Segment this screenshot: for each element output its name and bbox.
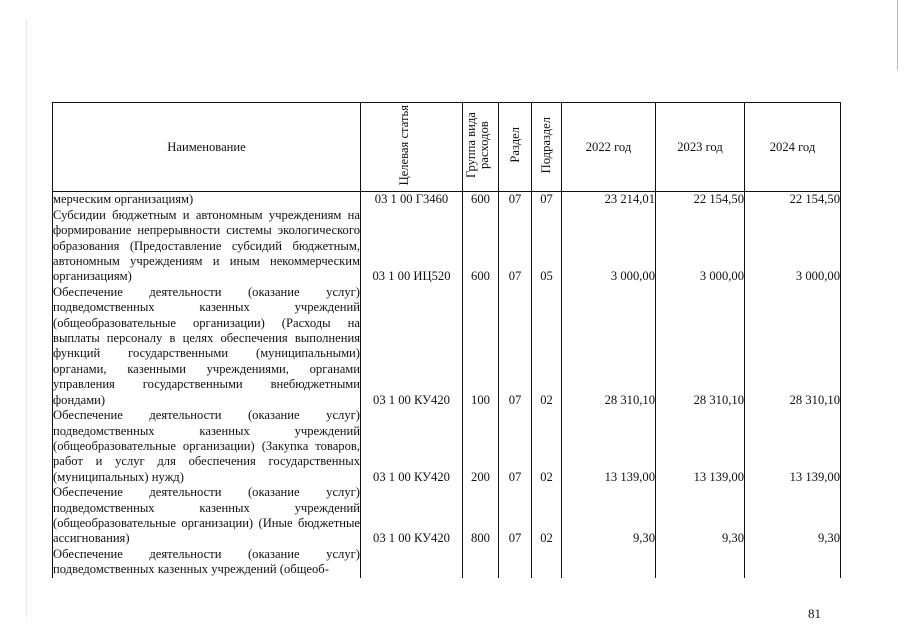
row-amount-2023: 9,30 (656, 485, 745, 547)
row-amount-2023: 3 000,00 (656, 208, 745, 285)
table-row (53, 408, 841, 485)
row-amount-2024: 9,30 (745, 485, 841, 547)
row-subsection: 07 (532, 192, 562, 208)
row-section: 07 (499, 485, 532, 547)
row-subsection (532, 547, 562, 578)
row-amount-2024: 3 000,00 (745, 208, 841, 285)
row-amount-2022 (562, 547, 656, 578)
header-target-article: Целевая статья (361, 103, 463, 192)
table-header-row (53, 103, 841, 192)
row-target (361, 547, 463, 578)
row-amount-2022: 13 139,00 (562, 408, 656, 485)
scan-edge-left (26, 20, 28, 620)
table-row (53, 547, 841, 578)
row-amount-2023: 28 310,10 (656, 285, 745, 408)
row-target: 03 1 00 КУ420 (361, 485, 463, 547)
row-name: Обеспечение деятельности (оказание услуг) подведомственных казенных учреждений (общеобразовательные организации) (Расходы на выплаты персоналу в целях обеспечения выполнения функций государственными (муниципальными) органами, казенными учреждениями, органами управления государственными внебюджетными фондами) (53, 284, 360, 407)
row-amount-2024: 13 139,00 (745, 408, 841, 485)
row-subsection: 02 (532, 408, 562, 485)
row-section: 07 (499, 285, 532, 408)
budget-table (52, 102, 841, 578)
row-subsection: 05 (532, 208, 562, 285)
row-section: 07 (499, 208, 532, 285)
row-target: 03 1 00 Г3460 (361, 192, 463, 208)
row-amount-2023 (656, 547, 745, 578)
row-group: 200 (463, 408, 499, 485)
row-target: 03 1 00 КУ420 (361, 285, 463, 408)
row-section: 07 (499, 408, 532, 485)
row-amount-2022: 9,30 (562, 485, 656, 547)
row-name: Обеспечение деятельности (оказание услуг) подведомственных казенных учреждений (общеобразовательные организации) (Закупка товаров, работ и услуг для обеспечения государственных (муниципальных) нужд) (53, 408, 360, 484)
page-number: 81 (808, 606, 821, 621)
row-section: 07 (499, 192, 532, 208)
row-section (499, 547, 532, 578)
row-target: 03 1 00 ИЦ520 (361, 208, 463, 285)
row-amount-2024: 28 310,10 (745, 285, 841, 408)
row-name: Субсидии бюджетным и автономным учреждениям на формирование непрерывности системы экологического образования (Предоставление субсидий бюджетным, автономным учреждениям и иным некоммерческим организациям) (53, 207, 360, 284)
table-row (53, 192, 841, 208)
row-amount-2023: 22 154,50 (656, 192, 745, 208)
row-amount-2023: 13 139,00 (656, 408, 745, 485)
header-expense-group: Группа вида расходов (463, 103, 499, 192)
row-name: Обеспечение деятельности (оказание услуг) подведомственных казенных учреждений (общеобразовательные организации) (Иные бюджетные ассигнования) (53, 485, 360, 546)
header-year-2022: 2022 год (562, 103, 656, 192)
header-name: Наименование (53, 103, 361, 192)
header-section: Раздел (499, 103, 532, 192)
row-amount-2022: 28 310,10 (562, 285, 656, 408)
row-subsection: 02 (532, 485, 562, 547)
row-amount-2022: 23 214,01 (562, 192, 656, 208)
header-subsection: Подраздел (532, 103, 562, 192)
row-name: Обеспечение деятельности (оказание услуг) подведомственных казенных учреждений (общеоб- (53, 546, 360, 577)
row-target: 03 1 00 КУ420 (361, 408, 463, 485)
row-amount-2024: 22 154,50 (745, 192, 841, 208)
row-group (463, 547, 499, 578)
row-group: 100 (463, 285, 499, 408)
header-year-2024: 2024 год (745, 103, 841, 192)
row-name: мерческим организациям) (53, 192, 361, 208)
scan-edge-right (897, 0, 899, 70)
row-group: 600 (463, 192, 499, 208)
row-group: 600 (463, 208, 499, 285)
table-row (53, 285, 841, 408)
row-subsection: 02 (532, 285, 562, 408)
table-row (53, 485, 841, 547)
table-row (53, 208, 841, 285)
row-amount-2024 (745, 547, 841, 578)
header-year-2023: 2023 год (656, 103, 745, 192)
row-amount-2022: 3 000,00 (562, 208, 656, 285)
row-group: 800 (463, 485, 499, 547)
